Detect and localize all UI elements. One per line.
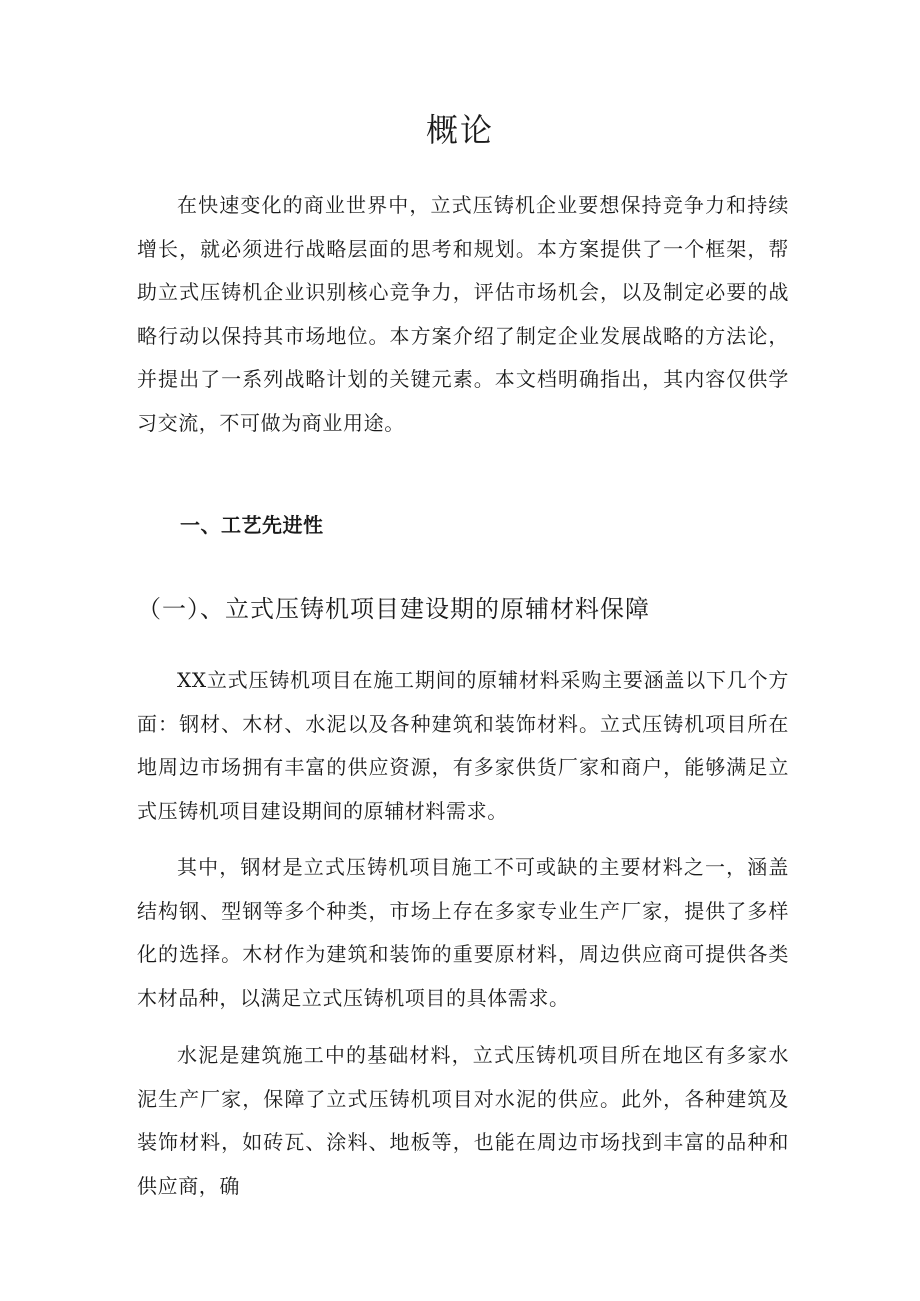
body-paragraph-3: 水泥是建筑施工中的基础材料，立式压铸机项目所在地区有多家水泥生产厂家，保障了立式压铸机项目对水泥的供应。此外，各种建筑及装饰材料，如砖瓦、涂料、地板等，也能在周边市场找到丰富的品种和供应商，确 [137,1043,789,1198]
body-paragraph-2: 其中，钢材是立式压铸机项目施工不可或缺的主要材料之一，涵盖结构钢、型钢等多个种类，市场上存在多家专业生产厂家，提供了多样化的选择。木材作为建筑和装饰的重要原材料，周边供应商可提供各类木材品种，以满足立式压铸机项目的具体需求。 [137,855,789,1010]
section-heading: 一、工艺先进性 [180,513,324,537]
subsection-heading: （一）、立式压铸机项目建设期的原辅材料保障 [137,595,650,623]
page-title: 概论 [425,111,494,149]
body-paragraph-1: XX立式压铸机项目在施工期间的原辅材料采购主要涵盖以下几个方面：钢材、木材、水泥以及各种建筑和装饰材料。立式压铸机项目所在地周边市场拥有丰富的供应资源，有多家供货厂家和商户，能够满足立式压铸机项目建设期间的原辅材料需求。 [137,668,789,823]
intro-paragraph: 在快速变化的商业世界中，立式压铸机企业要想保持竞争力和持续增长，就必须进行战略层面的思考和规划。本方案提供了一个框架，帮助立式压铸机企业识别核心竞争力，评估市场机会，以及制定必要的战略行动以保持其市场地位。本方案介绍了制定企业发展战略的方法论，并提出了一系列战略计划的关键元素。本文档明确指出，其内容仅供学习交流，不可做为商业用途。 [137,193,789,435]
